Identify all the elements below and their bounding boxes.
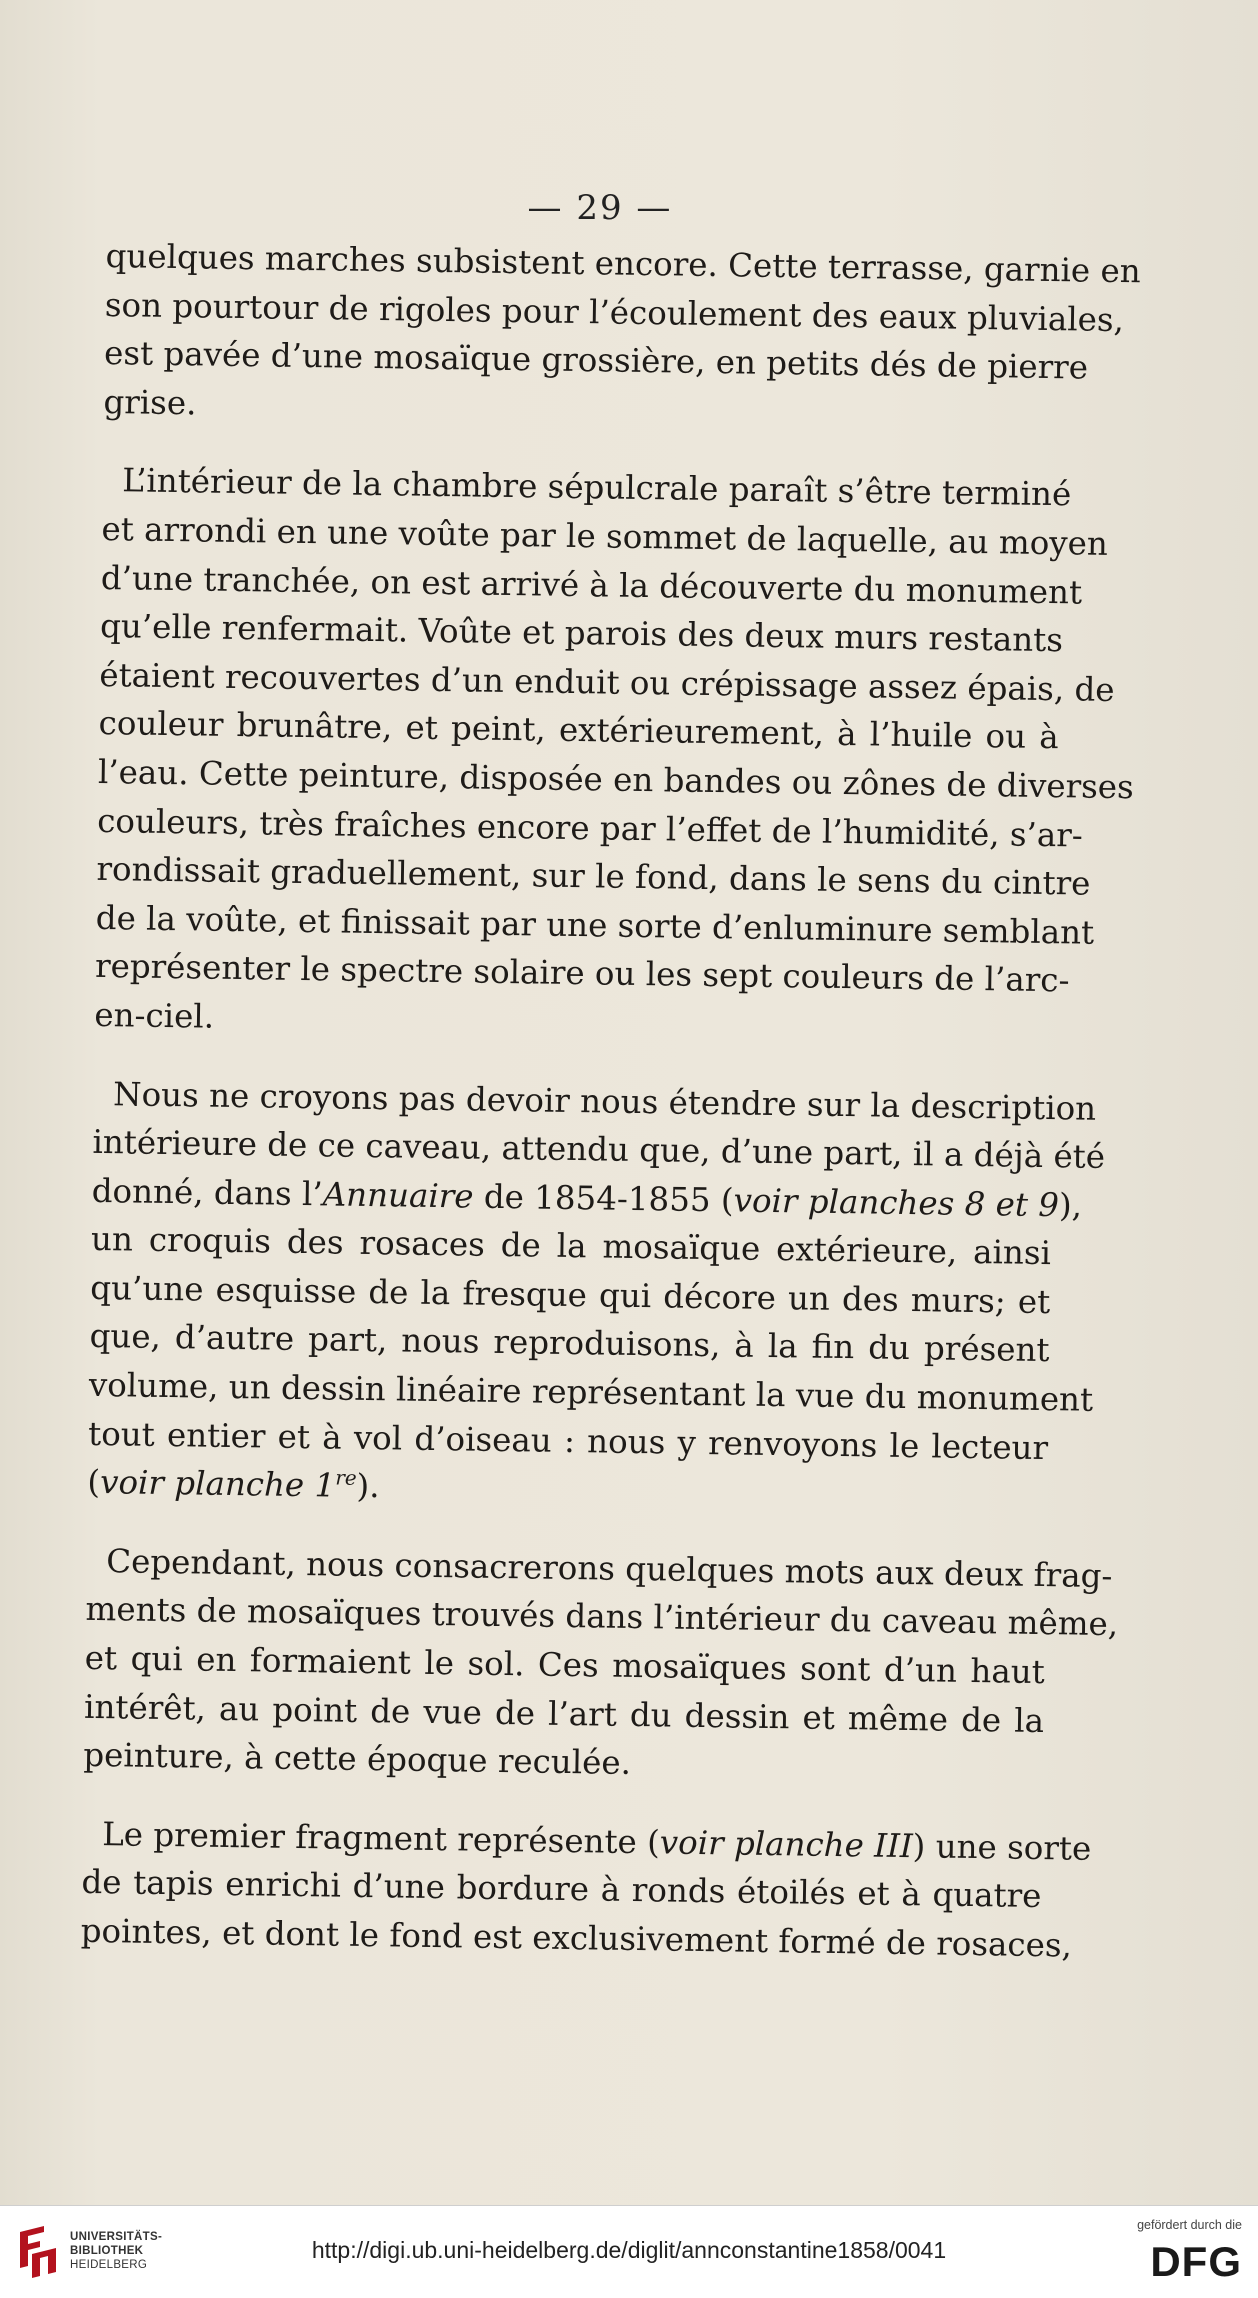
text-run: et arrondi en une voûte par le sommet de laquelle, au moyen: [101, 509, 1109, 563]
text-run: son pourtour de rigoles pour l’écoulement des eaux pluviales,: [104, 285, 1125, 339]
text-run: pointes, et dont le fond est exclusivement formé de rosaces,: [80, 1911, 1073, 1965]
text-run: ).: [356, 1467, 380, 1506]
library-name-line: HEIDELBERG: [70, 2259, 148, 2271]
text-run: de la voûte, et finissait par une sorte d’enluminure semblant: [95, 898, 1095, 952]
text-run: que, d’autre part, nous reproduisons, à la fin du présent: [89, 1317, 1050, 1370]
text-run: peinture, à cette époque reculée.: [83, 1736, 632, 1783]
text-run: couleur brunâtre, et peint, extérieurement, à l’huile ou à: [98, 704, 1059, 757]
text-run: (: [87, 1463, 101, 1502]
text-run: tout entier et à vol d’oiseau : nous y renvoyons le lecteur: [87, 1414, 1049, 1467]
italic-text: voir planches 8 et 9: [733, 1181, 1060, 1224]
text-run: et qui en formaient le sol. Ces mosaïques sont d’un haut: [84, 1638, 1046, 1692]
text-run: qu’une esquisse de la fresque qui décore un des murs; et: [90, 1268, 1051, 1321]
paragraph: [94, 456, 1135, 1053]
text-run: un croquis des rosaces de la mosaïque extérieure, ainsi: [90, 1220, 1052, 1273]
text-run: Le premier fragment représente (: [101, 1814, 661, 1862]
text-run: intérieure de ce caveau, attendu que, d’une part, il a déjà été: [92, 1122, 1106, 1177]
text-run: rondissait graduellement, sur le fond, dans le sens du cintre: [96, 850, 1091, 903]
text-run: couleurs, très fraîches encore par l’effet de l’humidité, s’ar-: [96, 801, 1084, 855]
superscript-text: re: [335, 1465, 357, 1491]
italic-text: voir planche III: [659, 1823, 914, 1865]
italic-text: voir planche 1: [99, 1463, 336, 1505]
text-run: grise.: [103, 382, 197, 423]
text-run: en-ciel.: [94, 995, 215, 1036]
permalink-url[interactable]: http://digi.ub.uni-heidelberg.de/diglit/annconstantine1858/0041: [311, 2237, 947, 2263]
viewer-footer: [0, 2205, 1258, 2298]
text-run: d’une tranchée, on est arrivé à la découverte du monument: [100, 558, 1083, 612]
text-run: intérêt, au point de vue de l’art du dessin et même de la: [83, 1687, 1045, 1740]
text-run: de tapis enrichi d’une bordure à ronds étoilés et à quatre: [81, 1863, 1042, 1916]
italic-text: Annuaire: [322, 1175, 474, 1216]
text-run: est pavée d’une mosaïque grossière, en petits dés de pierre: [103, 334, 1089, 387]
text-run: l’eau. Cette peinture, disposée en bandes ou zônes de diverses: [97, 752, 1135, 807]
funded-by-label: gefördert durch die: [1137, 2218, 1242, 2232]
paragraph: [87, 1069, 1106, 1521]
library-name-line: BIBLIOTHEK: [70, 2245, 144, 2257]
text-run: ) une sorte: [912, 1826, 1092, 1868]
body-text: [80, 232, 1141, 1970]
text-run: quelques marches subsistent encore. Cette terrasse, garnie en: [105, 236, 1141, 291]
text-run: L’intérieur de la chambre sépulcrale paraît s’être terminé: [122, 461, 1072, 514]
text-run: ments de mosaïques trouvés dans l’intérieur du caveau même,: [85, 1590, 1119, 1644]
paragraph: [83, 1537, 1119, 1794]
text-run: donné, dans l’: [91, 1171, 324, 1214]
page-number: — 29 —: [527, 188, 673, 228]
library-name-line: UNIVERSITÄTS-: [70, 2231, 163, 2243]
text-run: ),: [1058, 1185, 1083, 1225]
text-run: étaient recouvertes d’un enduit ou crépissage assez épais, de: [99, 655, 1115, 709]
dfg-logo: DFG: [1150, 2238, 1242, 2285]
paragraph: [80, 1810, 1092, 1970]
text-run: qu’elle renfermait. Voûte et parois des deux murs restants: [99, 607, 1064, 660]
text-run: volume, un dessin linéaire représentant la vue du monument: [88, 1365, 1094, 1419]
text-run: Nous ne croyons pas devoir nous étendre sur la description: [112, 1074, 1097, 1128]
paragraph: [103, 232, 1141, 441]
text-run: représenter le spectre solaire ou les sept couleurs de l’arc-: [94, 947, 1070, 1000]
text-run: Cependant, nous consacrerons quelques mots aux deux frag-: [106, 1541, 1113, 1595]
text-run: de 1854-1855 (: [473, 1177, 734, 1220]
